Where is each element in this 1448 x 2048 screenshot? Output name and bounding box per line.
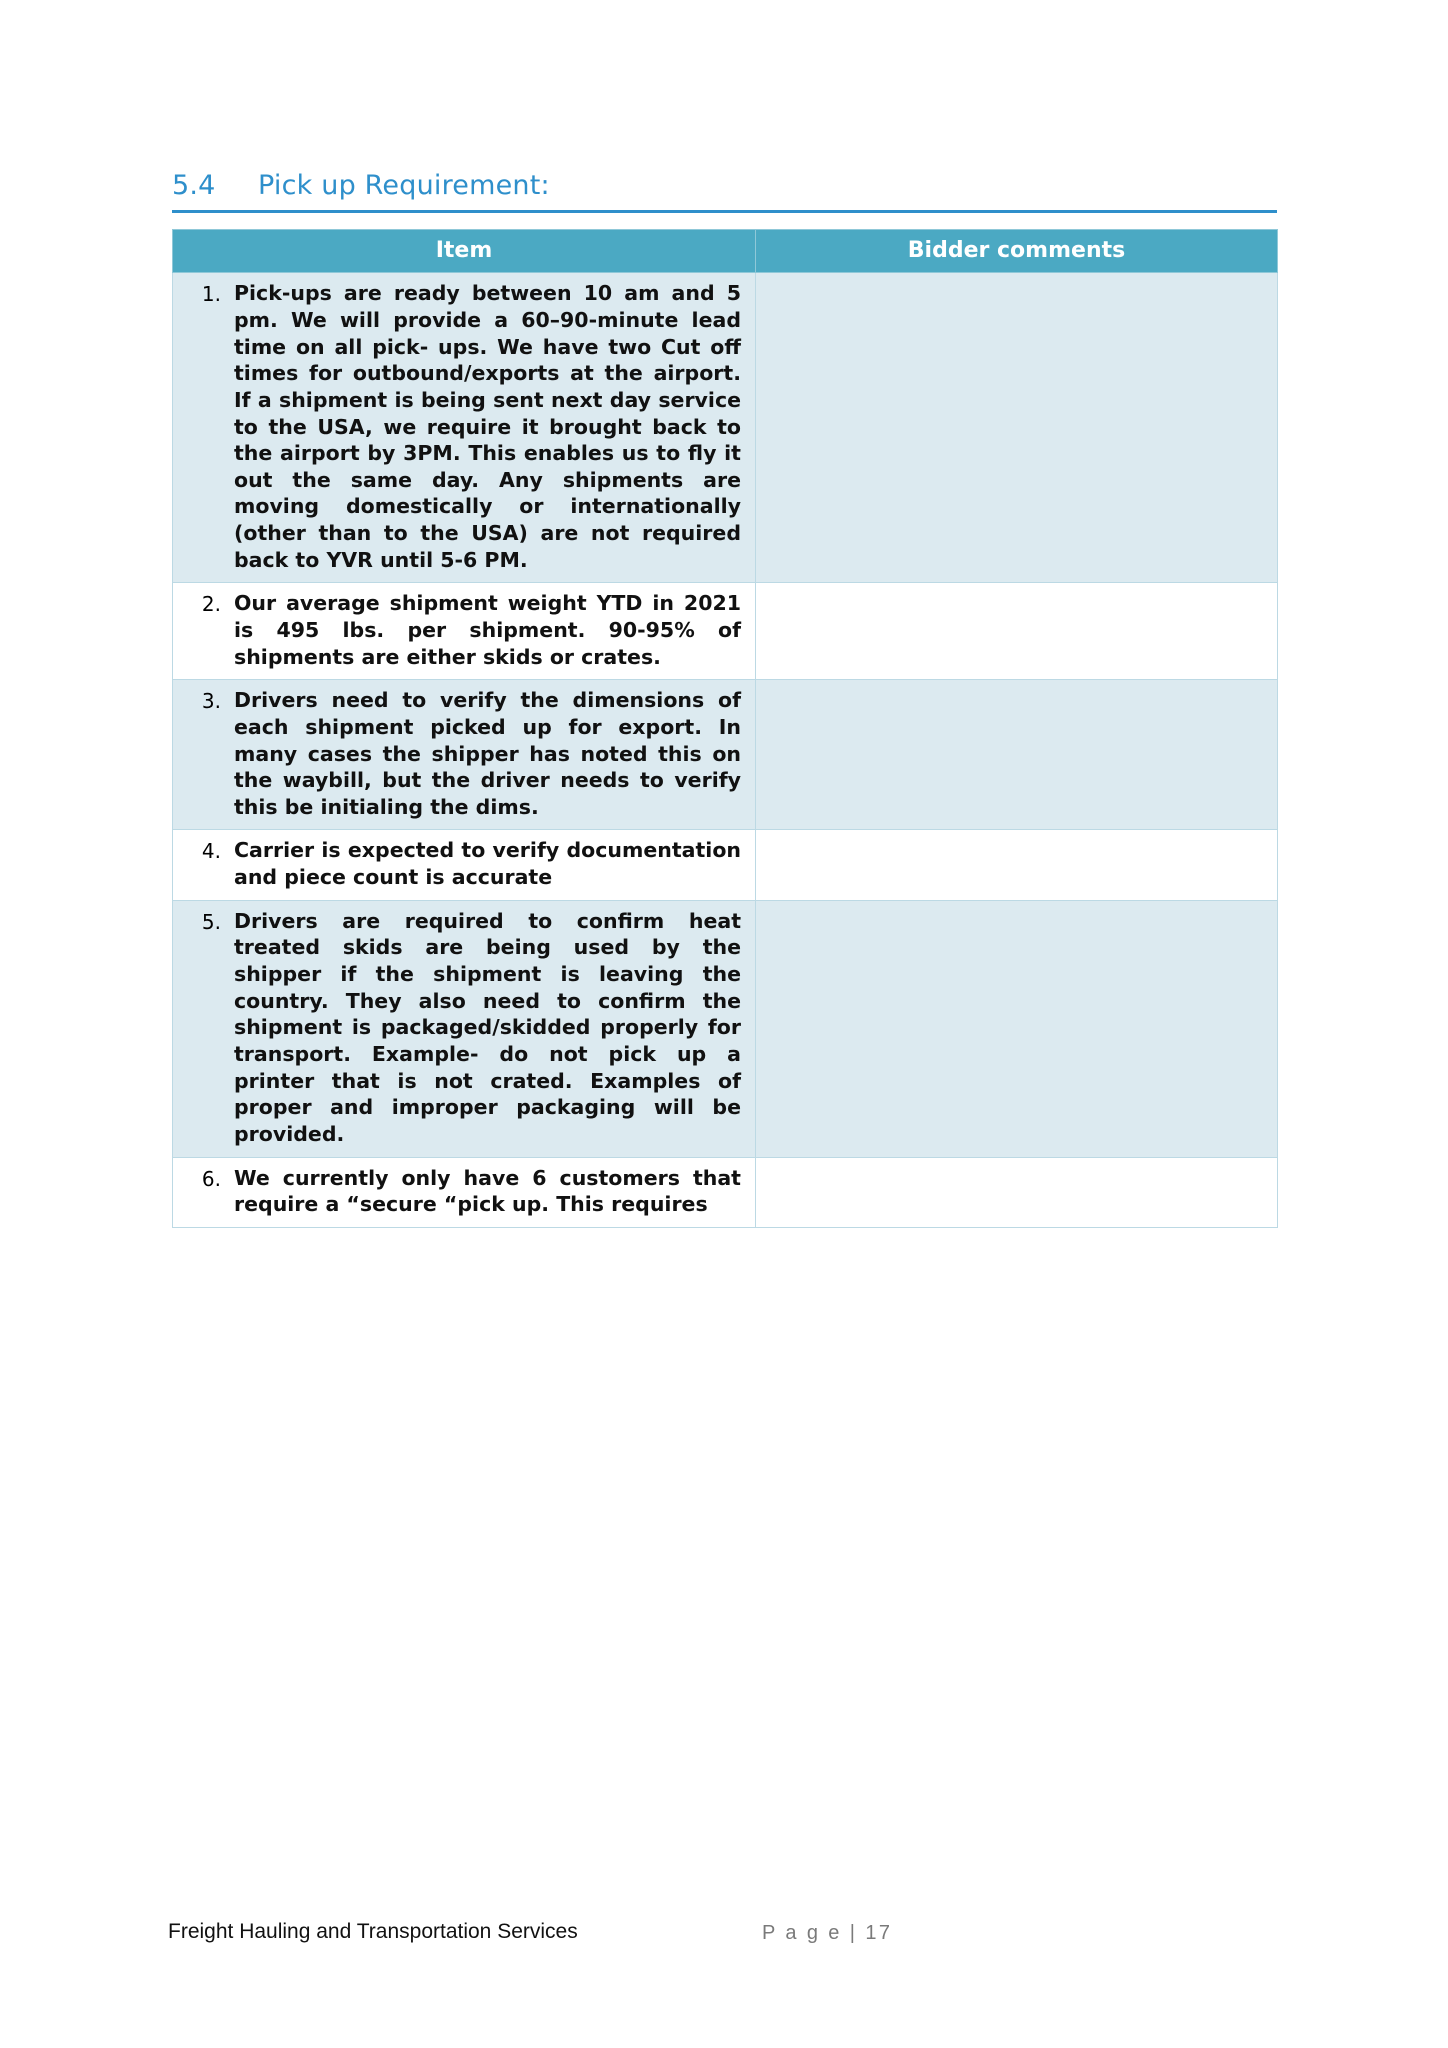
- requirements-table: [172, 229, 1278, 1228]
- item-cell: [173, 900, 756, 1157]
- page-title: Pick up Requirement:: [258, 170, 550, 201]
- list-item-number: 6.: [201, 1166, 221, 1191]
- bidder-comment-text[interactable]: [756, 830, 1277, 844]
- item-cell: [173, 1157, 756, 1227]
- section-number: 5.4: [172, 170, 216, 201]
- list-item-text: Carrier is expected to verify documentation and piece count is accurate: [234, 838, 741, 890]
- list-item-text: Our average shipment weight YTD in 2021 is 495 lbs. per shipment. 90-95% of shipments are either skids or crates.: [234, 591, 741, 669]
- table-row: [173, 680, 1278, 830]
- table-row: [173, 1157, 1278, 1227]
- list-item-number: 5.: [201, 909, 221, 934]
- list-item-number: 4.: [201, 839, 221, 864]
- table-row: [173, 583, 1278, 680]
- bidder-comment-cell[interactable]: [756, 830, 1278, 900]
- list-item-text: Pick-ups are ready between 10 am and 5 pm. We will provide a 60–90-minute lead time on all pick- ups. We have two Cut off times for outbound/exports at the airport. If a shipment is being sent next day service to the USA, we require it brought back to the airport by 3PM. This enables us to fly it out the same day. Any shipments are moving domestically or internationally (other than to the USA) are not required back to YVR until 5-6 PM.: [234, 281, 741, 572]
- footer-document-title: Freight Hauling and Transportation Services: [168, 1920, 578, 1943]
- table-row: [173, 830, 1278, 900]
- column-header-item: Item: [173, 230, 756, 273]
- bidder-comment-text[interactable]: [756, 680, 1277, 694]
- column-header-bidder-comments: Bidder comments: [756, 230, 1278, 273]
- list-item-number: 1.: [201, 282, 221, 307]
- page-footer: [0, 1920, 1448, 1960]
- item-cell: [173, 680, 756, 830]
- bidder-comment-cell[interactable]: [756, 1157, 1278, 1227]
- table-row: [173, 273, 1278, 583]
- bidder-comment-cell[interactable]: [756, 680, 1278, 830]
- bidder-comment-cell[interactable]: [756, 273, 1278, 583]
- bidder-comment-text[interactable]: [756, 583, 1277, 597]
- item-cell: [173, 830, 756, 900]
- list-item-text: Drivers need to verify the dimensions of each shipment picked up for export. In many cases the shipper has noted this on the waybill, but the driver needs to verify this be initialing the dims.: [234, 688, 741, 819]
- section-heading: [172, 170, 1277, 213]
- table-header-row: [173, 230, 1278, 273]
- bidder-comment-text[interactable]: [756, 1158, 1277, 1172]
- list-item-number: 3.: [201, 689, 221, 714]
- footer-page-number: P a g e | 17: [762, 1922, 893, 1944]
- bidder-comment-cell[interactable]: [756, 900, 1278, 1157]
- heading-divider: [172, 210, 1277, 213]
- list-item-number: 2.: [201, 592, 221, 617]
- item-cell: [173, 273, 756, 583]
- list-item-text: We currently only have 6 customers that require a “secure “pick up. This requires: [234, 1165, 741, 1217]
- item-cell: [173, 583, 756, 680]
- bidder-comment-cell[interactable]: [756, 583, 1278, 680]
- section-heading-row: [172, 170, 1277, 201]
- bidder-comment-text[interactable]: [756, 901, 1277, 915]
- table-row: [173, 900, 1278, 1157]
- list-item-text: Drivers are required to confirm heat treated skids are being used by the shipper if the shipment is leaving the country. They also need to confirm the shipment is packaged/skidded properly for transport. Example- do not pick up a printer that is not crated. Examples of proper and improper packaging will be provided.: [234, 908, 741, 1146]
- bidder-comment-text[interactable]: [756, 273, 1277, 287]
